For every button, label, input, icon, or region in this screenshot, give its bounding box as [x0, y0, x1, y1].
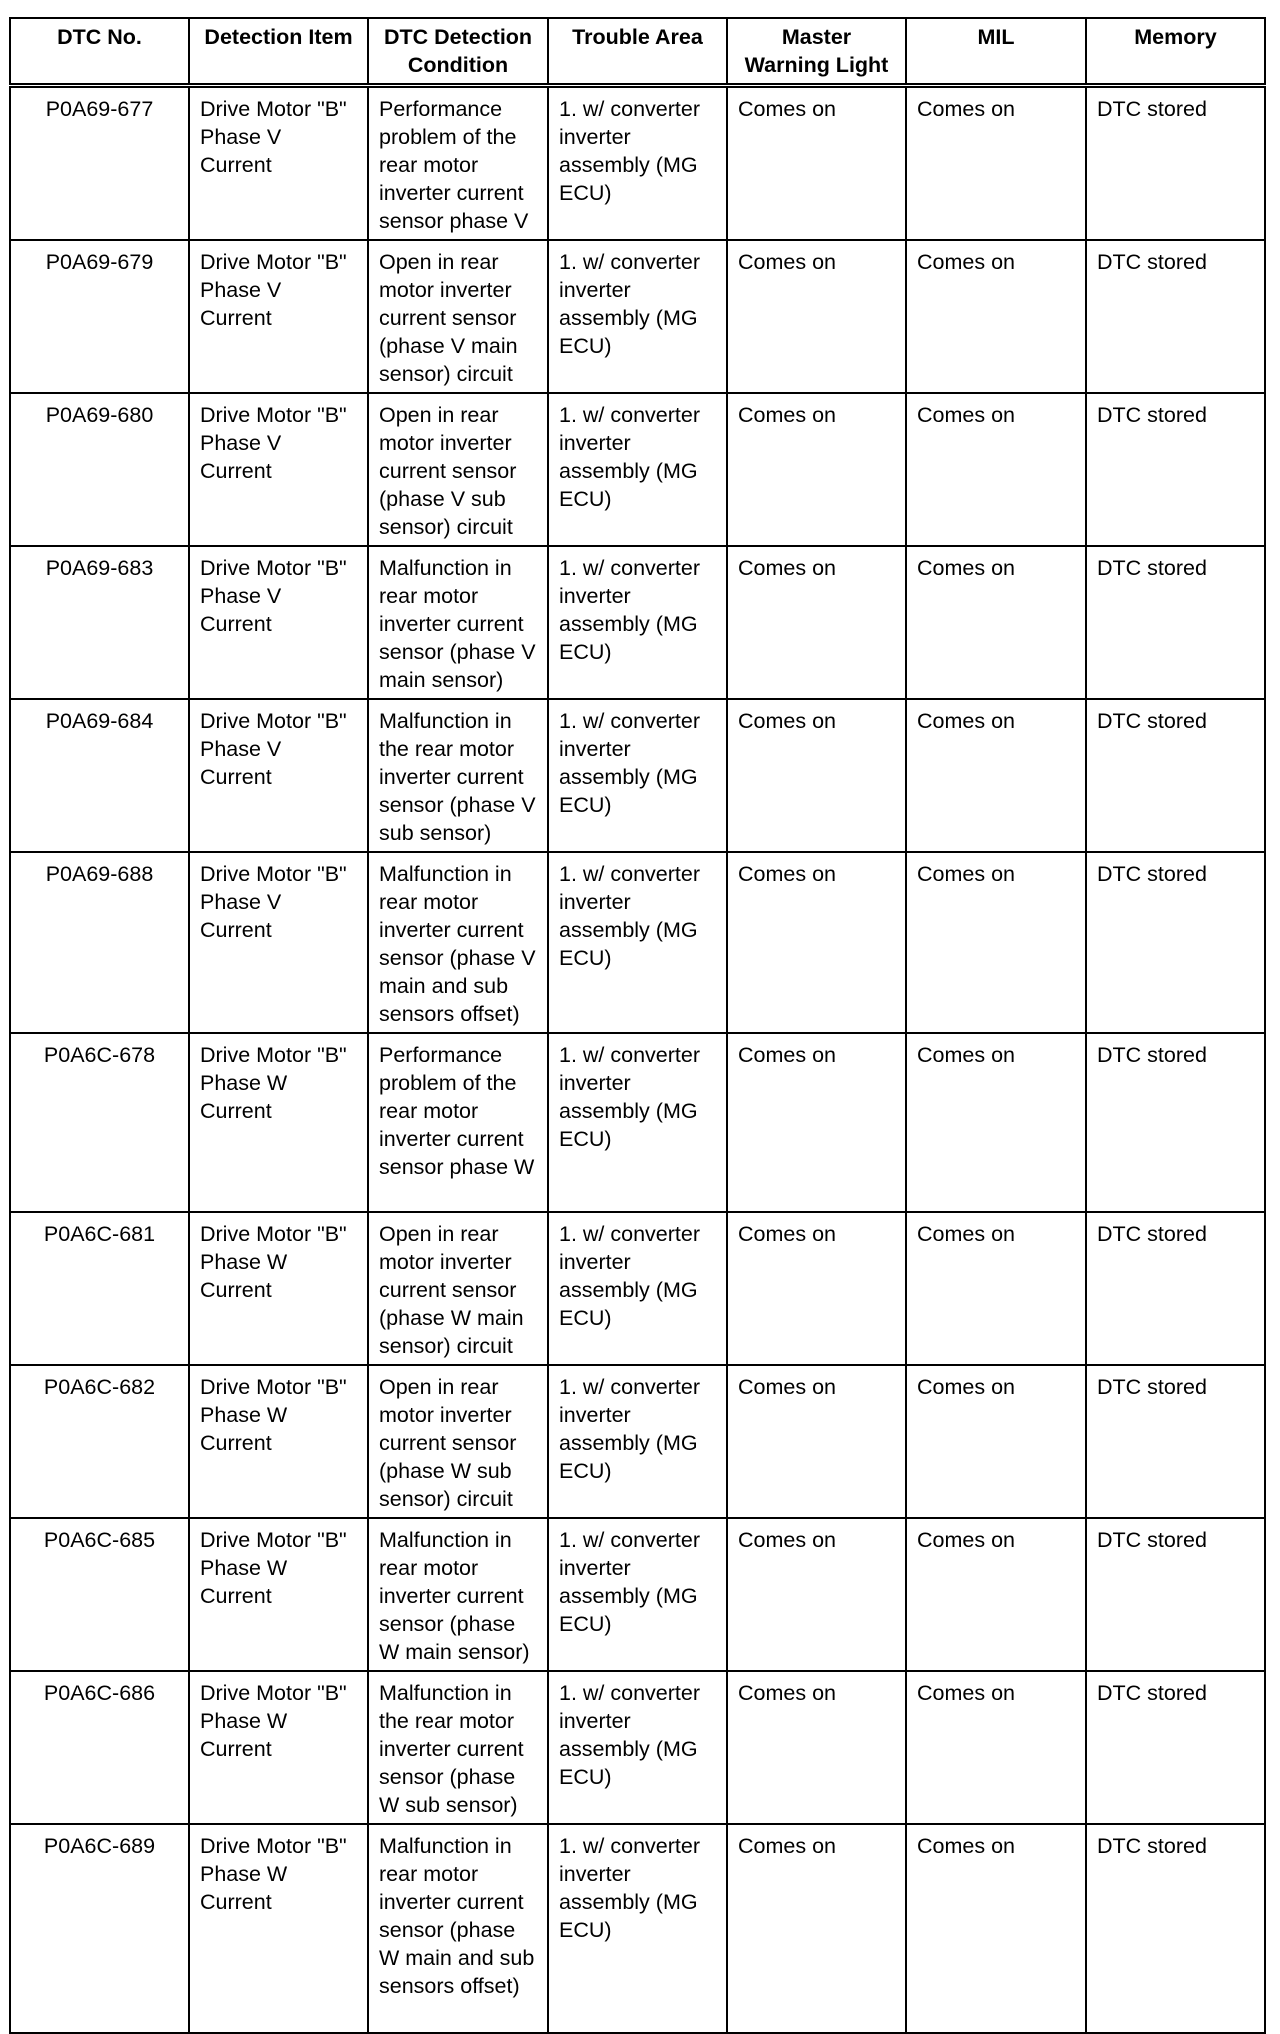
- dtc-code-cell: P0A69-679: [10, 240, 189, 393]
- master-warning-cell: Comes on: [727, 1365, 906, 1518]
- trouble-area-cell: 1. w/ converter inverter assembly (MG ECU): [548, 240, 727, 393]
- dtc-code-cell: P0A69-680: [10, 393, 189, 546]
- condition-cell: Open in rear motor inverter current sensor (phase V sub sensor) circuit: [368, 393, 548, 546]
- table-row: [10, 1365, 1265, 1518]
- detection-item-cell: Drive Motor "B" Phase W Current: [189, 1824, 368, 2033]
- memory-cell: DTC stored: [1086, 1671, 1265, 1824]
- mil-cell: Comes on: [906, 1212, 1086, 1365]
- mil-cell: Comes on: [906, 86, 1086, 241]
- trouble-area-cell: 1. w/ converter inverter assembly (MG ECU): [548, 852, 727, 1033]
- memory-cell: DTC stored: [1086, 852, 1265, 1033]
- table-row: [10, 546, 1265, 699]
- detection-item-cell: Drive Motor "B" Phase V Current: [189, 852, 368, 1033]
- table-row: [10, 1518, 1265, 1671]
- trouble-area-cell: 1. w/ converter inverter assembly (MG ECU): [548, 546, 727, 699]
- header-dtc-no: DTC No.: [10, 18, 189, 86]
- mil-cell: Comes on: [906, 1365, 1086, 1518]
- memory-cell: DTC stored: [1086, 1365, 1265, 1518]
- dtc-code-cell: P0A69-684: [10, 699, 189, 852]
- table-row: [10, 86, 1265, 241]
- memory-cell: DTC stored: [1086, 86, 1265, 241]
- header-mil: MIL: [906, 18, 1086, 86]
- mil-cell: Comes on: [906, 393, 1086, 546]
- mil-cell: Comes on: [906, 1824, 1086, 2033]
- condition-cell: Malfunction in the rear motor inverter current sensor (phase V sub sensor): [368, 699, 548, 852]
- trouble-area-cell: 1. w/ converter inverter assembly (MG ECU): [548, 1671, 727, 1824]
- mil-cell: Comes on: [906, 1033, 1086, 1212]
- dtc-code-cell: P0A6C-682: [10, 1365, 189, 1518]
- table-row: [10, 699, 1265, 852]
- trouble-area-cell: 1. w/ converter inverter assembly (MG ECU): [548, 1824, 727, 2033]
- dtc-code-cell: P0A6C-685: [10, 1518, 189, 1671]
- header-trouble-area: Trouble Area: [548, 18, 727, 86]
- mil-cell: Comes on: [906, 546, 1086, 699]
- memory-cell: DTC stored: [1086, 240, 1265, 393]
- header-memory: Memory: [1086, 18, 1265, 86]
- mil-cell: Comes on: [906, 1518, 1086, 1671]
- dtc-code-cell: P0A69-677: [10, 86, 189, 241]
- table-row: [10, 1212, 1265, 1365]
- condition-cell: Performance problem of the rear motor inverter current sensor phase W: [368, 1033, 548, 1212]
- table-row: [10, 240, 1265, 393]
- detection-item-cell: Drive Motor "B" Phase V Current: [189, 546, 368, 699]
- master-warning-cell: Comes on: [727, 86, 906, 241]
- detection-item-cell: Drive Motor "B" Phase W Current: [189, 1365, 368, 1518]
- memory-cell: DTC stored: [1086, 1212, 1265, 1365]
- trouble-area-cell: 1. w/ converter inverter assembly (MG ECU): [548, 1365, 727, 1518]
- memory-cell: DTC stored: [1086, 546, 1265, 699]
- dtc-code-cell: P0A69-683: [10, 546, 189, 699]
- detection-item-cell: Drive Motor "B" Phase W Current: [189, 1212, 368, 1365]
- trouble-area-cell: 1. w/ converter inverter assembly (MG ECU): [548, 1033, 727, 1212]
- dtc-code-cell: P0A6C-686: [10, 1671, 189, 1824]
- table-row: [10, 1824, 1265, 2033]
- table-header-row: [10, 18, 1265, 86]
- condition-cell: Malfunction in rear motor inverter current sensor (phase W main and sub sensors offset): [368, 1824, 548, 2033]
- table-row: [10, 393, 1265, 546]
- mil-cell: Comes on: [906, 699, 1086, 852]
- dtc-code-cell: P0A6C-681: [10, 1212, 189, 1365]
- detection-item-cell: Drive Motor "B" Phase V Current: [189, 86, 368, 241]
- condition-cell: Open in rear motor inverter current sensor (phase V main sensor) circuit: [368, 240, 548, 393]
- detection-item-cell: Drive Motor "B" Phase W Current: [189, 1671, 368, 1824]
- condition-cell: Open in rear motor inverter current sensor (phase W main sensor) circuit: [368, 1212, 548, 1365]
- condition-cell: Performance problem of the rear motor inverter current sensor phase V: [368, 86, 548, 241]
- condition-cell: Malfunction in rear motor inverter current sensor (phase V main sensor): [368, 546, 548, 699]
- detection-item-cell: Drive Motor "B" Phase V Current: [189, 393, 368, 546]
- header-master-warning-light: Master Warning Light: [727, 18, 906, 86]
- master-warning-cell: Comes on: [727, 1824, 906, 2033]
- condition-cell: Malfunction in rear motor inverter current sensor (phase W main sensor): [368, 1518, 548, 1671]
- trouble-area-cell: 1. w/ converter inverter assembly (MG ECU): [548, 393, 727, 546]
- memory-cell: DTC stored: [1086, 1033, 1265, 1212]
- trouble-area-cell: 1. w/ converter inverter assembly (MG ECU): [548, 1212, 727, 1365]
- dtc-code-cell: P0A69-688: [10, 852, 189, 1033]
- mil-cell: Comes on: [906, 1671, 1086, 1824]
- condition-cell: Malfunction in rear motor inverter current sensor (phase V main and sub sensors offset): [368, 852, 548, 1033]
- table-row: [10, 1671, 1265, 1824]
- header-detection-condition: DTC Detection Condition: [368, 18, 548, 86]
- master-warning-cell: Comes on: [727, 1671, 906, 1824]
- mil-cell: Comes on: [906, 240, 1086, 393]
- dtc-code-cell: P0A6C-689: [10, 1824, 189, 2033]
- master-warning-cell: Comes on: [727, 393, 906, 546]
- mil-cell: Comes on: [906, 852, 1086, 1033]
- header-detection-item: Detection Item: [189, 18, 368, 86]
- memory-cell: DTC stored: [1086, 1518, 1265, 1671]
- detection-item-cell: Drive Motor "B" Phase V Current: [189, 699, 368, 852]
- master-warning-cell: Comes on: [727, 699, 906, 852]
- master-warning-cell: Comes on: [727, 546, 906, 699]
- condition-cell: Malfunction in the rear motor inverter current sensor (phase W sub sensor): [368, 1671, 548, 1824]
- table-row: [10, 1033, 1265, 1212]
- detection-item-cell: Drive Motor "B" Phase W Current: [189, 1518, 368, 1671]
- trouble-area-cell: 1. w/ converter inverter assembly (MG ECU): [548, 1518, 727, 1671]
- master-warning-cell: Comes on: [727, 1212, 906, 1365]
- condition-cell: Open in rear motor inverter current sensor (phase W sub sensor) circuit: [368, 1365, 548, 1518]
- memory-cell: DTC stored: [1086, 699, 1265, 852]
- master-warning-cell: Comes on: [727, 1518, 906, 1671]
- detection-item-cell: Drive Motor "B" Phase W Current: [189, 1033, 368, 1212]
- master-warning-cell: Comes on: [727, 240, 906, 393]
- memory-cell: DTC stored: [1086, 1824, 1265, 2033]
- memory-cell: DTC stored: [1086, 393, 1265, 546]
- master-warning-cell: Comes on: [727, 852, 906, 1033]
- trouble-area-cell: 1. w/ converter inverter assembly (MG ECU): [548, 699, 727, 852]
- master-warning-cell: Comes on: [727, 1033, 906, 1212]
- dtc-table: [9, 17, 1266, 2034]
- trouble-area-cell: 1. w/ converter inverter assembly (MG ECU): [548, 86, 727, 241]
- table-row: [10, 852, 1265, 1033]
- dtc-code-cell: P0A6C-678: [10, 1033, 189, 1212]
- detection-item-cell: Drive Motor "B" Phase V Current: [189, 240, 368, 393]
